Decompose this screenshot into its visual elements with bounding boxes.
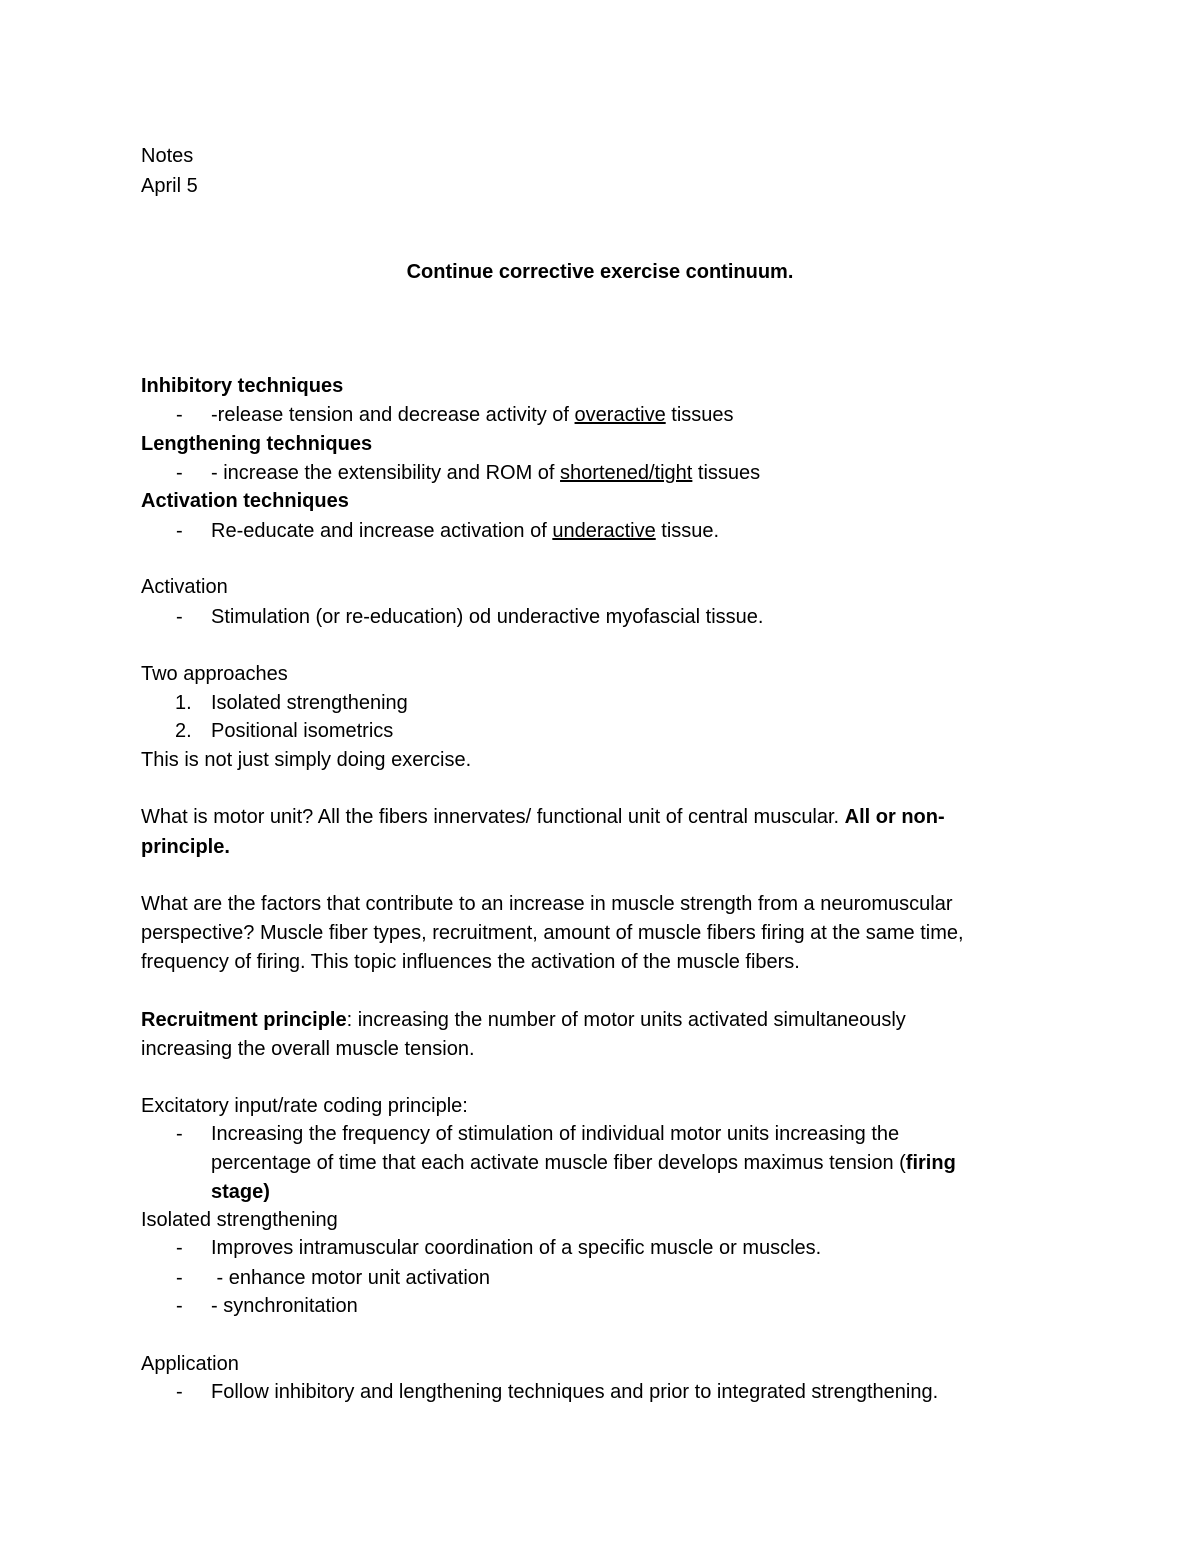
approach-item: Positional isometrics	[211, 720, 394, 742]
technique-underlined: shortened/tight	[560, 462, 693, 484]
paragraph-text: : increasing the number of motor units activated simultaneously	[346, 1009, 906, 1031]
excitatory-item-cont: stage)	[211, 1181, 270, 1203]
technique-label-lengthening: Lengthening techniques	[141, 433, 373, 455]
technique-underlined: overactive	[574, 404, 666, 426]
excitatory-item: Increasing the frequency of stimulation of individual motor units increasing the	[211, 1123, 900, 1145]
isolated-item: - synchronitation	[211, 1295, 358, 1317]
doc-heading: Continue corrective exercise continuum.	[406, 261, 794, 283]
technique-underlined: underactive	[552, 520, 656, 542]
bullet-mark: -	[176, 1267, 183, 1289]
paragraph-bold-text: All or non-	[844, 806, 945, 828]
excitatory-item-cont	[211, 1149, 956, 1177]
bullet-mark: -	[176, 404, 183, 426]
paragraph-bold-text: firing	[905, 1152, 956, 1174]
bullet-mark: -	[176, 1295, 183, 1317]
isolated-label: Isolated strengthening	[141, 1209, 338, 1231]
technique-item-activation	[211, 517, 719, 545]
motor-unit-paragraph-cont: principle.	[141, 836, 230, 858]
doc-title: Notes	[141, 145, 194, 167]
list-number: 1.	[175, 692, 192, 714]
application-item: Follow inhibitory and lengthening techniques and prior to integrated strengthening.	[211, 1381, 939, 1403]
bullet-mark: -	[176, 520, 183, 542]
technique-text: tissues	[665, 404, 734, 426]
paragraph-bold-text: Recruitment principle	[141, 1009, 347, 1031]
technique-item-inhibitory	[211, 401, 734, 429]
factors-paragraph-line: What are the factors that contribute to an increase in muscle strength from a neuromuscular	[141, 893, 953, 915]
list-number: 2.	[175, 720, 192, 742]
approaches-note: This is not just simply doing exercise.	[141, 749, 472, 771]
technique-label-inhibitory: Inhibitory techniques	[141, 375, 344, 397]
factors-paragraph-line: frequency of firing. This topic influences the activation of the muscle fibers.	[141, 951, 800, 973]
recruitment-paragraph-cont: increasing the overall muscle tension.	[141, 1038, 475, 1060]
motor-unit-paragraph	[141, 803, 945, 831]
factors-paragraph-line: perspective? Muscle fiber types, recruitment, amount of muscle fibers firing at the same time,	[141, 922, 964, 944]
technique-text: tissue.	[655, 520, 720, 542]
activation-item: Stimulation (or re-education) od underactive myofascial tissue.	[211, 606, 764, 628]
approaches-label: Two approaches	[141, 663, 288, 685]
bullet-mark: -	[176, 462, 183, 484]
technique-text: - increase the extensibility and ROM of	[211, 462, 561, 484]
bullet-mark: -	[176, 1123, 183, 1145]
application-label: Application	[141, 1353, 239, 1375]
technique-text: tissues	[692, 462, 761, 484]
doc-date: April 5	[141, 175, 198, 197]
bullet-mark: -	[176, 606, 183, 628]
paragraph-text: percentage of time that each activate muscle fiber develops maximus tension (	[211, 1152, 906, 1174]
recruitment-paragraph	[141, 1006, 906, 1034]
activation-label: Activation	[141, 576, 228, 598]
approach-item: Isolated strengthening	[211, 692, 408, 714]
excitatory-label: Excitatory input/rate coding principle:	[141, 1095, 468, 1117]
bullet-mark: -	[176, 1237, 183, 1259]
technique-item-lengthening	[211, 459, 760, 487]
technique-text: Re-educate and increase activation of	[211, 520, 553, 542]
paragraph-text: What is motor unit? All the fibers innervates/ functional unit of central muscular.	[141, 806, 845, 828]
technique-label-activation: Activation techniques	[141, 490, 349, 512]
technique-text: -release tension and decrease activity of	[211, 404, 575, 426]
isolated-item: - enhance motor unit activation	[211, 1267, 491, 1289]
bullet-mark: -	[176, 1381, 183, 1403]
isolated-item: Improves intramuscular coordination of a specific muscle or muscles.	[211, 1237, 822, 1259]
